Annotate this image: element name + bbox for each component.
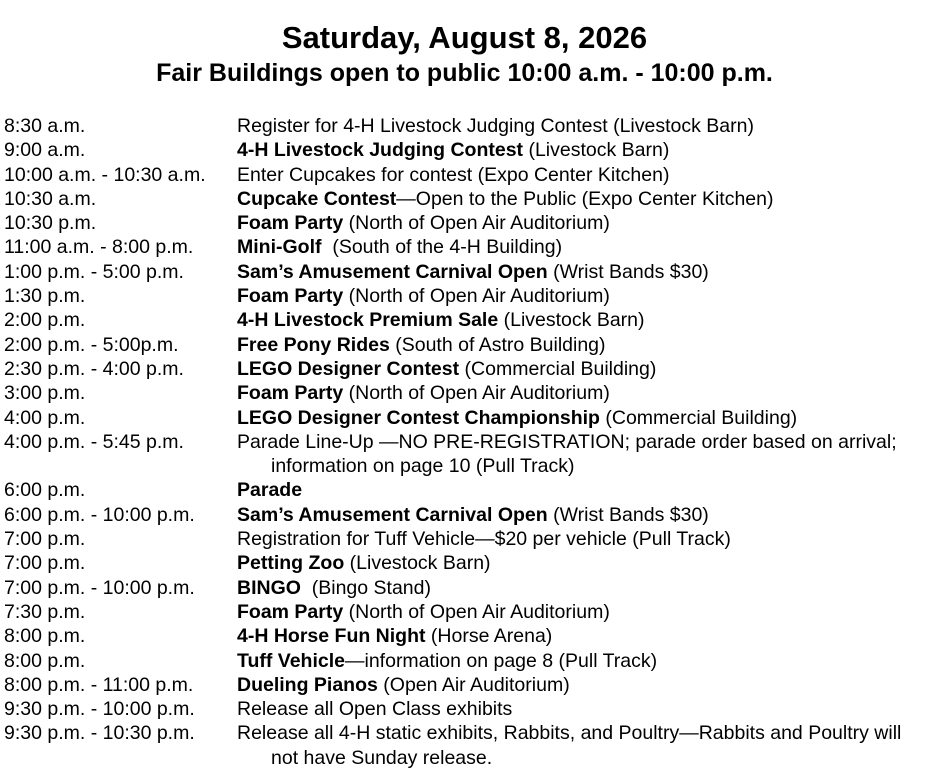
- schedule-description: [237, 163, 929, 187]
- schedule-description: [237, 235, 929, 259]
- event-name: Foam Party: [237, 285, 344, 308]
- schedule-row: [4, 114, 929, 138]
- event-name: 4-H Livestock Premium Sale: [237, 309, 499, 332]
- event-detail: (Livestock Barn): [523, 139, 670, 162]
- schedule-row: [4, 600, 929, 624]
- event-detail: (South of the 4-H Building): [321, 236, 563, 259]
- schedule-row: [4, 308, 929, 332]
- schedule-time: 2:00 p.m.: [4, 309, 86, 332]
- schedule-time: 8:00 p.m.: [4, 649, 86, 672]
- schedule-row: [4, 357, 929, 381]
- schedule-row: [4, 333, 929, 357]
- schedule-list: [4, 114, 929, 770]
- schedule-time: 7:00 p.m.: [4, 528, 86, 551]
- schedule-time: 4:00 p.m.: [4, 406, 86, 429]
- event-detail: Registration for Tuff Vehicle—$20 per vehicle (Pull Track): [237, 528, 731, 551]
- event-name: LEGO Designer Contest Championship: [237, 406, 600, 429]
- schedule-time: 9:30 p.m. - 10:30 p.m.: [4, 722, 195, 745]
- event-name: Cupcake Contest: [237, 187, 397, 210]
- event-name: Sam’s Amusement Carnival Open: [237, 260, 548, 283]
- schedule-description: [237, 600, 929, 624]
- event-detail: Parade Line-Up —NO PRE-REGISTRATION; parade order based on arrival; information on page 10 (Pull Track): [237, 430, 903, 478]
- event-name: 4-H Horse Fun Night: [237, 625, 426, 648]
- schedule-description: [237, 114, 929, 138]
- schedule-row: [4, 527, 929, 551]
- schedule-time: 7:00 p.m. - 10:00 p.m.: [4, 576, 195, 599]
- schedule-row: [4, 478, 929, 502]
- event-name: Foam Party: [237, 382, 344, 405]
- schedule-description: [237, 673, 929, 697]
- event-detail: (Open Air Auditorium): [377, 673, 570, 696]
- schedule-description: [237, 721, 929, 770]
- event-detail: —information on page 8 (Pull Track): [345, 649, 658, 672]
- event-detail: Release all 4-H static exhibits, Rabbits, and Poultry—Rabbits and Poultry will not have Sunday release.: [237, 722, 907, 769]
- schedule-row: [4, 406, 929, 430]
- event-name: Foam Party: [237, 600, 344, 623]
- schedule-row: [4, 576, 929, 600]
- event-detail: —Open to the Public (Expo Center Kitchen): [396, 187, 774, 210]
- schedule-time: 4:00 p.m. - 5:45 p.m.: [4, 430, 184, 453]
- event-detail: Register for 4-H Livestock Judging Contest (Livestock Barn): [237, 115, 754, 137]
- event-name: Petting Zoo: [237, 552, 345, 575]
- event-name: Tuff Vehicle: [237, 649, 345, 672]
- event-name: Free Pony Rides: [237, 333, 390, 356]
- schedule-row: [4, 163, 929, 187]
- event-name: Foam Party: [237, 212, 344, 235]
- schedule-time: 10:30 a.m.: [4, 187, 97, 210]
- schedule-description: [237, 551, 929, 575]
- event-name: Dueling Pianos: [237, 673, 378, 696]
- schedule-row: [4, 430, 929, 479]
- schedule-row: [4, 551, 929, 575]
- schedule-row: [4, 260, 929, 284]
- schedule-time: 7:00 p.m.: [4, 552, 86, 575]
- schedule-description: [237, 503, 929, 527]
- event-detail: (Commercial Building): [599, 406, 798, 429]
- schedule-description: [237, 260, 929, 284]
- schedule-row: [4, 138, 929, 162]
- schedule-time: 9:00 a.m.: [4, 139, 86, 162]
- event-detail: (South of Astro Building): [389, 333, 606, 356]
- schedule-row: [4, 381, 929, 405]
- event-detail: (North of Open Air Auditorium): [343, 382, 610, 405]
- schedule-description: [237, 527, 929, 551]
- schedule-time: 6:00 p.m. - 10:00 p.m.: [4, 503, 195, 526]
- schedule-time: 9:30 p.m. - 10:00 p.m.: [4, 698, 195, 721]
- event-name: Sam’s Amusement Carnival Open: [237, 503, 548, 526]
- schedule-row: [4, 284, 929, 308]
- event-detail: Release all Open Class exhibits: [237, 698, 513, 721]
- schedule-description: [237, 211, 929, 235]
- schedule-description: [237, 649, 929, 673]
- schedule-row: [4, 649, 929, 673]
- event-detail: (Livestock Barn): [498, 309, 645, 332]
- schedule-description: [237, 406, 929, 430]
- event-detail: (Horse Arena): [425, 625, 553, 648]
- schedule-time: 8:30 a.m.: [4, 115, 86, 137]
- schedule-time: 7:30 p.m.: [4, 600, 86, 623]
- schedule-description: [237, 308, 929, 332]
- event-detail: (Livestock Barn): [344, 552, 491, 575]
- schedule-time: 11:00 a.m. - 8:00 p.m.: [4, 236, 194, 259]
- event-detail: Enter Cupcakes for contest (Expo Center Kitchen): [237, 163, 670, 186]
- schedule-time: 10:00 a.m. - 10:30 a.m.: [4, 163, 206, 186]
- event-name: BINGO: [237, 576, 301, 599]
- schedule-time: 8:00 p.m. - 11:00 p.m.: [4, 673, 194, 696]
- schedule-row: [4, 211, 929, 235]
- page-subtitle: Fair Buildings open to public 10:00 a.m. - 10:00 p.m.: [156, 59, 773, 87]
- schedule-description: [237, 187, 929, 211]
- schedule-description: [237, 576, 929, 600]
- event-detail: (North of Open Air Auditorium): [343, 285, 610, 308]
- schedule-description: [237, 430, 929, 479]
- event-detail: (Bingo Stand): [300, 576, 431, 599]
- event-name: Mini-Golf: [237, 236, 322, 259]
- event-name: LEGO Designer Contest: [237, 357, 460, 380]
- schedule-row: [4, 721, 929, 770]
- schedule-row: [4, 624, 929, 648]
- schedule-time: 3:00 p.m.: [4, 382, 86, 405]
- schedule-row: [4, 673, 929, 697]
- schedule-description: [237, 478, 929, 502]
- schedule-time: 10:30 p.m.: [4, 212, 97, 235]
- event-detail: (Commercial Building): [459, 357, 657, 380]
- schedule-time: 2:00 p.m. - 5:00p.m.: [4, 333, 179, 356]
- page-title: Saturday, August 8, 2026: [281, 20, 648, 55]
- event-detail: (Wrist Bands $30): [547, 260, 709, 283]
- schedule-row: [4, 187, 929, 211]
- event-name: 4-H Livestock Judging Contest: [237, 139, 524, 162]
- schedule-row: [4, 697, 929, 721]
- schedule-description: [237, 357, 929, 381]
- schedule-description: [237, 138, 929, 162]
- schedule-description: [237, 697, 929, 721]
- event-name: Parade: [237, 479, 303, 502]
- schedule-time: 6:00 p.m.: [4, 479, 86, 502]
- schedule-row: [4, 235, 929, 259]
- schedule-description: [237, 624, 929, 648]
- schedule-description: [237, 333, 929, 357]
- event-detail: (North of Open Air Auditorium): [343, 212, 610, 235]
- schedule-time: 1:00 p.m. - 5:00 p.m.: [4, 260, 184, 283]
- event-detail: (North of Open Air Auditorium): [343, 600, 610, 623]
- schedule-time: 8:00 p.m.: [4, 625, 86, 648]
- event-detail: (Wrist Bands $30): [547, 503, 709, 526]
- schedule-description: [237, 284, 929, 308]
- schedule-time: 1:30 p.m.: [4, 285, 86, 308]
- schedule-time: 2:30 p.m. - 4:00 p.m.: [4, 357, 184, 380]
- schedule-row: [4, 503, 929, 527]
- schedule-description: [237, 381, 929, 405]
